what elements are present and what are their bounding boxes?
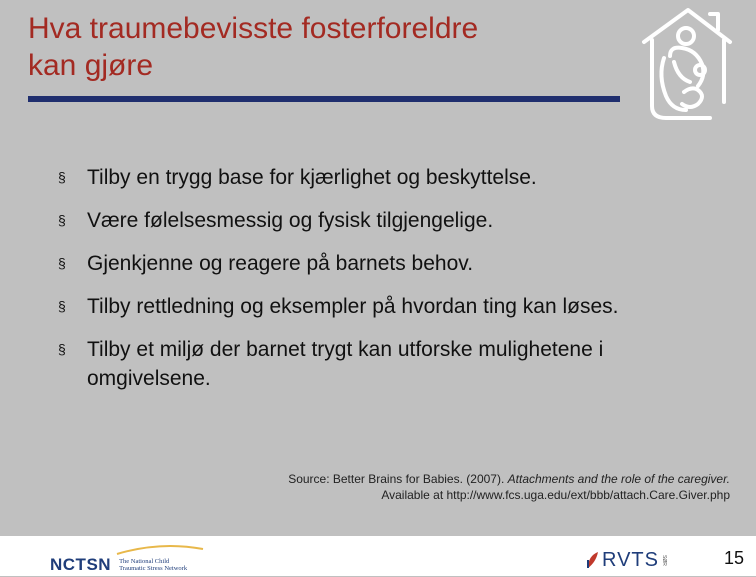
list-item — [58, 206, 718, 235]
rvts-region: SØR — [660, 554, 667, 566]
nctsn-name — [119, 558, 209, 573]
source-citation — [170, 471, 730, 503]
bullet-marker: § — [58, 255, 66, 271]
bullet-text: Tilby et miljø der barnet trygt kan utforske mulighetene i omgivelsene. — [87, 338, 604, 390]
bullet-marker: § — [58, 341, 66, 357]
list-item — [58, 249, 718, 278]
slide-title-line-2: kan gjøre — [28, 49, 154, 82]
nctsn-name-line-1: The National Child — [119, 557, 170, 565]
page-number: 15 — [723, 548, 744, 568]
rvts-leaf-icon — [586, 550, 600, 570]
rvts-wordmark: RVTS — [602, 548, 659, 571]
bullet-marker: § — [58, 169, 66, 185]
bullet-marker: § — [58, 298, 66, 314]
bullet-text: Tilby rettledning og eksempler på hvordan ting kan løses. — [87, 295, 619, 318]
title-underline — [28, 96, 620, 102]
source-title: Attachments and the role of the caregiver. — [507, 472, 730, 486]
list-item — [58, 163, 718, 192]
list-item — [58, 335, 718, 393]
bullet-text: Tilby en trygg base for kjærlighet og beskyttelse. — [87, 166, 537, 189]
source-prefix: Source: Better Brains for Babies. (2007). — [288, 472, 508, 486]
nctsn-logo — [50, 553, 209, 577]
bullet-text: Være følelsesmessig og fysisk tilgjengelige. — [87, 209, 494, 232]
slide-title — [28, 10, 478, 84]
slide-title-line-1: Hva traumebevisste fosterforeldre — [28, 12, 479, 45]
family-house-icon — [640, 6, 734, 126]
nctsn-mark: NCTSN — [50, 555, 112, 574]
nctsn-name-line-2: Traumatic Stress Network — [119, 565, 188, 572]
source-url[interactable]: Available at http://www.fcs.uga.edu/ext/bbb/attach.Care.Giver.php — [381, 488, 730, 502]
list-item — [58, 292, 718, 321]
bullet-marker: § — [58, 212, 66, 228]
bullet-text: Gjenkjenne og reagere på barnets behov. — [87, 252, 474, 275]
rvts-logo — [586, 546, 667, 574]
bullet-list — [58, 163, 718, 407]
